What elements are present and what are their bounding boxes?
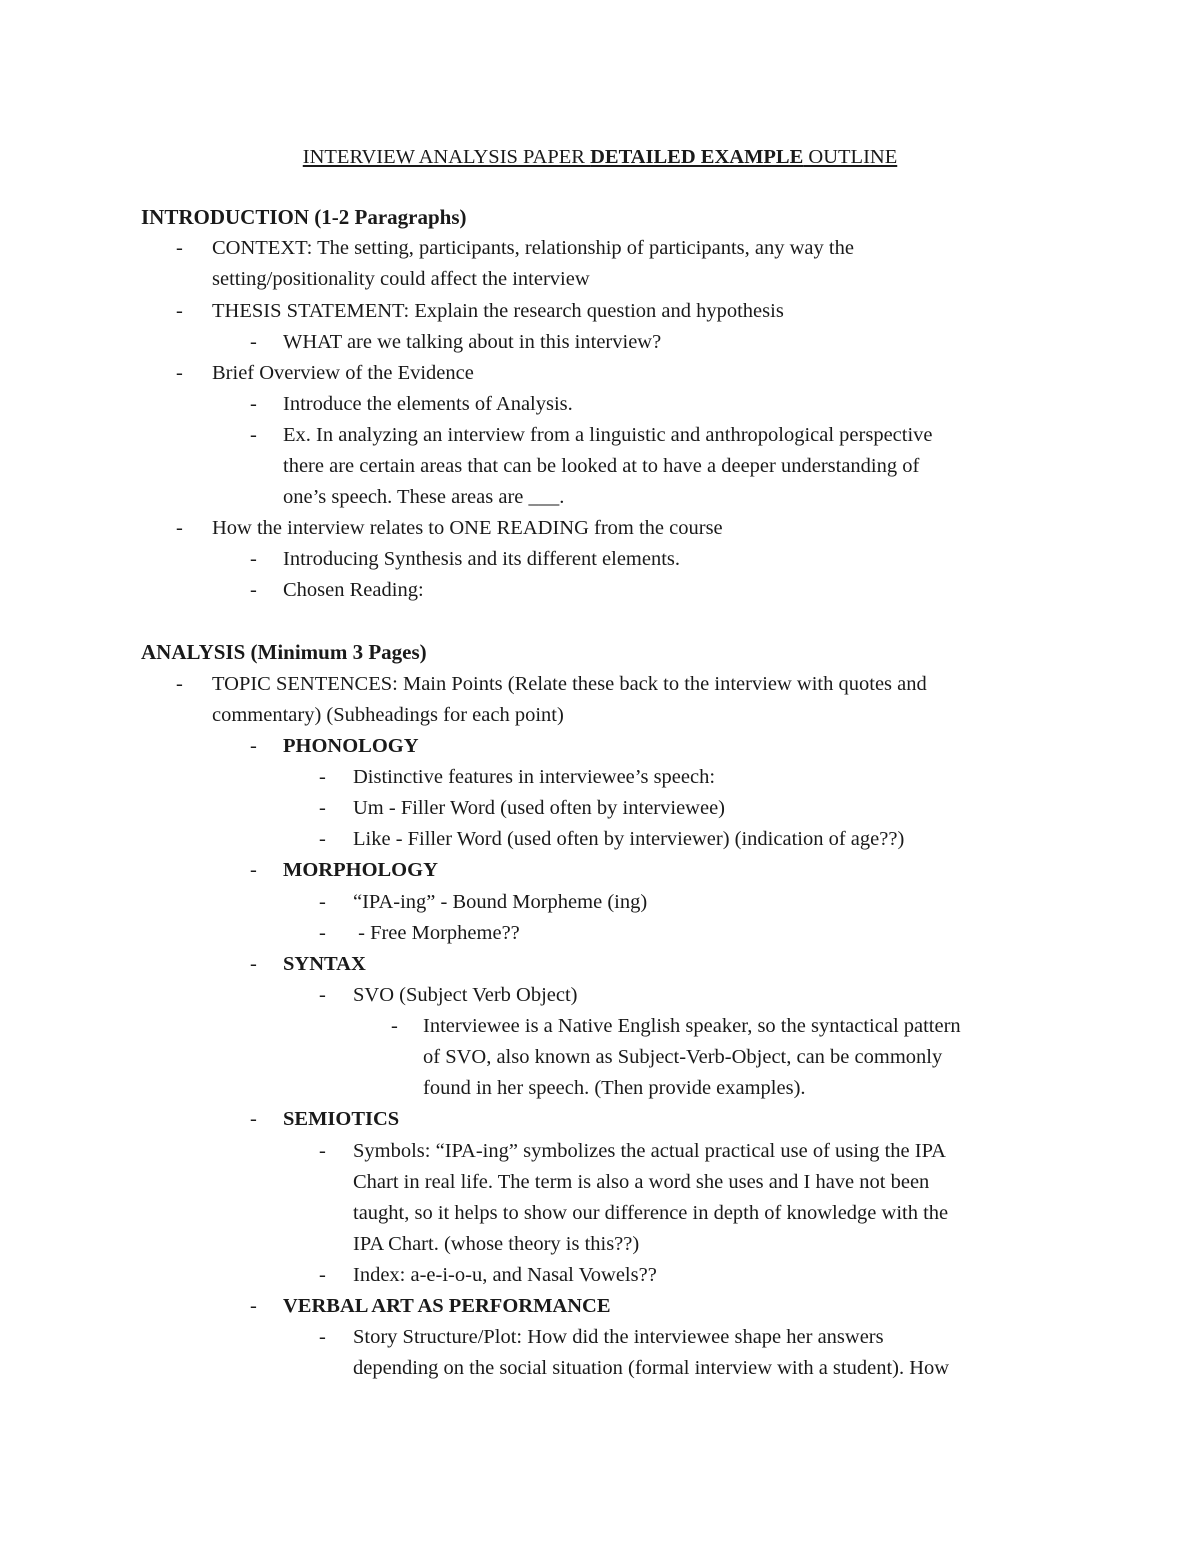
list-item-overview-ex: - Ex. In analyzing an interview from a linguistic and anthropological perspective there are certain areas that can be looked at to have a deeper understanding of one’s speech. These areas are ___. — [250, 424, 933, 508]
list-item-overview: - Brief Overview of the Evidence — [176, 362, 474, 384]
subheading-syntax: - SYNTAX — [250, 953, 366, 975]
subheading-morphology: - MORPHOLOGY — [250, 859, 438, 881]
list-item-syn-1: - SVO (Subject Verb Object) — [319, 984, 578, 1006]
list-item-sem-1: - Symbols: “IPA-ing” symbolizes the actual practical use of using the IPA Chart in real life. The term is also a word she uses and I have not been taught, so it helps to show our difference in depth of knowledge with the IPA Chart. (whose theory is this??) — [319, 1140, 949, 1255]
list-item-reading: - How the interview relates to ONE READING from the course — [176, 517, 723, 539]
list-item-reading-synth: - Introducing Synthesis and its different elements. — [250, 548, 681, 570]
analysis-heading: ANALYSIS (Minimum 3 Pages) — [141, 640, 427, 664]
introduction-heading: INTRODUCTION (1-2 Paragraphs) — [141, 205, 467, 229]
bullet-dash: - — [176, 237, 183, 259]
title-suffix: OUTLINE — [803, 146, 898, 168]
subheading-semiotics: - SEMIOTICS — [250, 1108, 400, 1130]
list-item-sem-2: - Index: a-e-i-o-u, and Nasal Vowels?? — [319, 1264, 657, 1286]
list-item-reading-chosen: - Chosen Reading: — [250, 579, 424, 601]
page-title — [0, 142, 1200, 173]
subheading-verbal-art: - VERBAL ART AS PERFORMANCE — [250, 1295, 611, 1317]
list-item-topic: - TOPIC SENTENCES: Main Points (Relate these back to the interview with quotes and commentary) (Subheadings for each point) — [176, 673, 927, 726]
list-item-morph-1: - “IPA-ing” - Bound Morpheme (ing) — [319, 891, 648, 913]
list-item-syn-1a: - Interviewee is a Native English speaker, so the syntactical pattern of SVO, also known as Subject-Verb-Object, can be commonly found in her speech. (Then provide examples). — [391, 1015, 961, 1099]
list-item-morph-2: - - Free Morpheme?? — [319, 922, 520, 944]
list-item-phon-1: - Distinctive features in interviewee’s speech: — [319, 766, 716, 788]
title-prefix: INTERVIEW ANALYSIS PAPER — [302, 146, 591, 168]
list-item-overview-intro: - Introduce the elements of Analysis. — [250, 393, 573, 415]
title-bold: DETAILED EXAMPLE — [590, 146, 804, 168]
list-item-phon-2: - Um - Filler Word (used often by interviewee) — [319, 797, 725, 819]
list-item-context: - CONTEXT: The setting, participants, relationship of participants, any way the setting/positionality could affect the interview — [212, 233, 854, 295]
list-item-thesis-what: - WHAT are we talking about in this interview? — [250, 331, 662, 353]
list-item-thesis: - THESIS STATEMENT: Explain the research question and hypothesis — [176, 300, 784, 322]
subheading-phonology: - PHONOLOGY — [250, 735, 419, 757]
list-item-phon-3: - Like - Filler Word (used often by interviewer) (indication of age??) — [319, 828, 905, 850]
list-item-va-1: - Story Structure/Plot: How did the interviewee shape her answers depending on the social situation (formal interview with a student). How — [319, 1326, 950, 1379]
